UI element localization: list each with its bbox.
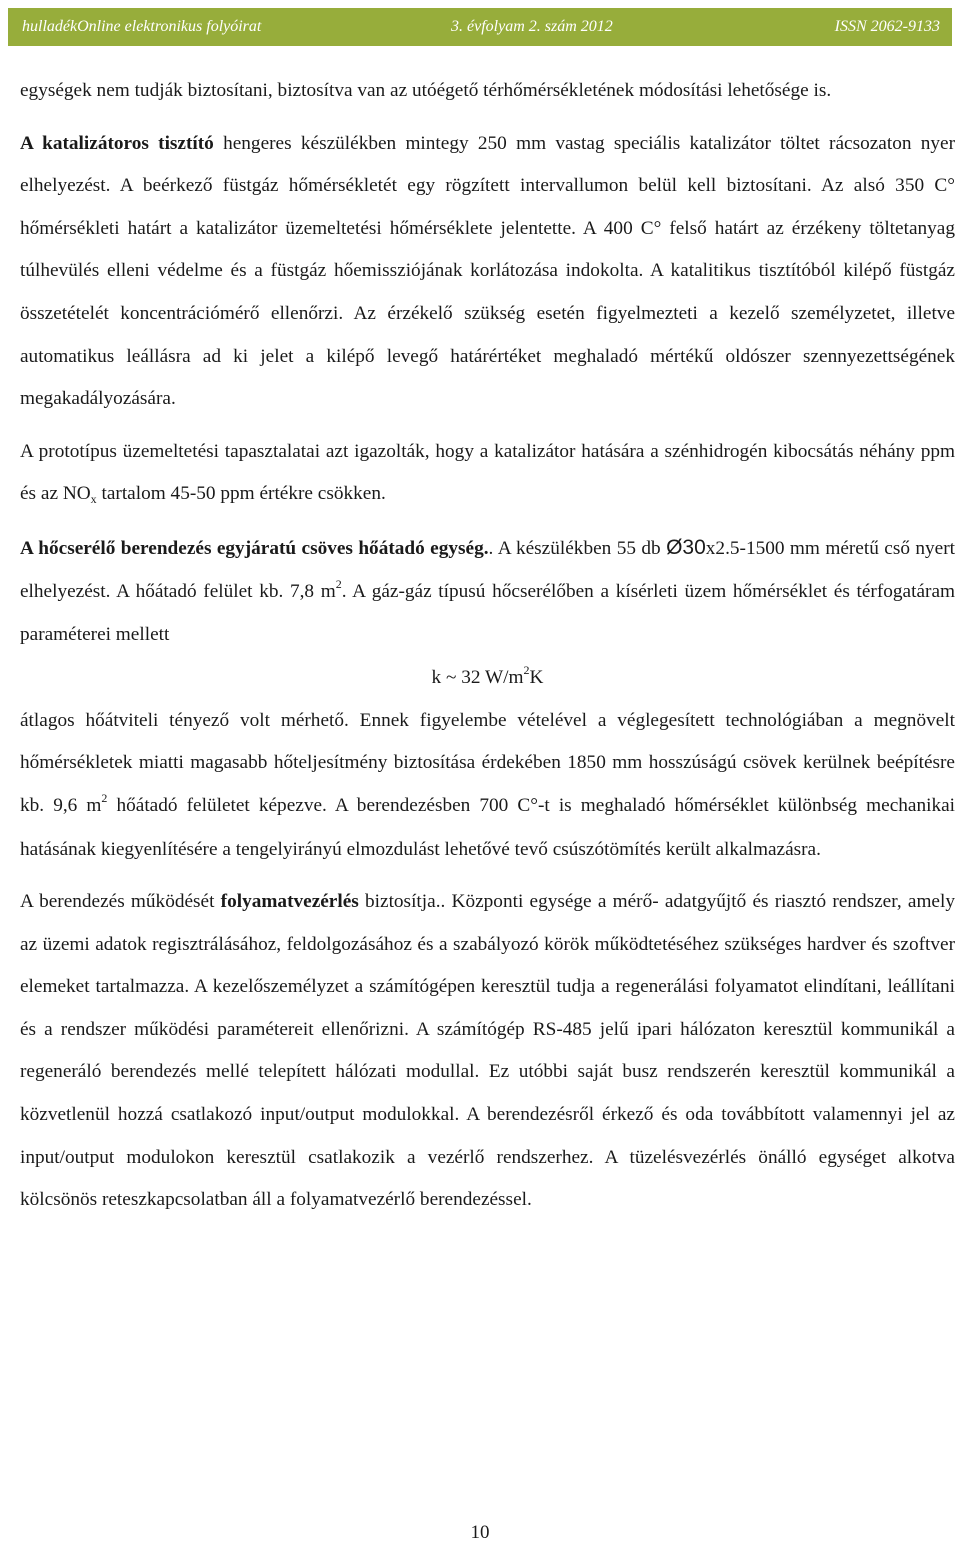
paragraph-prototype — [20, 431, 955, 517]
paragraph-prototype-text: A prototípus üzemeltetési tapasztalatai azt igazolták, hogy a katalizátor hatására a szénhidrogén kibocsátás néhány ppm és az NO — [20, 440, 955, 505]
paragraph-control — [20, 881, 955, 1222]
heat-transfer-formula — [20, 657, 955, 700]
paragraph-prototype-text-end: tartalom 45-50 ppm értékre csökken. — [96, 483, 386, 505]
issue-label: 3. évfolyam 2. szám 2012 — [451, 18, 613, 35]
issn-label: ISSN 2062-9133 — [834, 18, 940, 35]
heat-exchanger-heading: A hőcserélő berendezés egyjáratú csöves hőátadó egység. — [20, 537, 489, 559]
process-control-term: folyamatvezérlés — [220, 891, 359, 913]
heat-exchanger-text-end: . A gáz-gáz típusú hőcserélőben a kísérleti üzem hőmérséklet és térfogatáram paraméterei mellett — [20, 580, 956, 646]
paragraph-transfer-text-end: hőátadó felületet képezve. A berendezésben 700 C°-t is meghaladó hőmérséklet különbség mechanikai hatásának kiegyenlítésére a tengelyirányú elmozdulást lehetővé tevő csúszótömítés került alkalmazásra. — [20, 794, 955, 860]
surface-superscript: 2 — [101, 790, 108, 805]
paragraph-control-text: A berendezés működését — [20, 891, 221, 913]
paragraph-1-text: egységek nem tudják biztosítani, biztosítva van az utóégető térhőmérsékletének módosítási lehetősége is. — [20, 80, 832, 101]
paragraph-catalyst — [20, 123, 955, 421]
article-body — [20, 70, 955, 1222]
formula-unit: K — [529, 666, 544, 688]
paragraph-heat-exchanger — [20, 527, 955, 657]
journal-title: hulladékOnline elektronikus folyóirat — [22, 18, 262, 35]
paragraph-control-text-end: biztosítja.. Központi egysége a mérő- adatgyűjtő és riasztó rendszer, amely az üzemi adatok regisztrálásához, feldolgozásához és a szabályozó körök működtetéséhez szükséges hardver és szoftver elemeket tartalmazza. A kezelőszemélyzet a számítógépen keresztül tudja a regenerálási folyamatot elindítani, leállítani és a rendszer működési paramétereit ellenőrizni. A számítógép RS-485 jelű ipari hálózaton keresztül kommunikál a regeneráló berendezés mellé telepített hálózati modullal. Ez utóbbi saját busz rendszerén keresztül kommunikál a közvetlenül hozzá csatlakozó input/output modulokkal. A berendezésről érkező és oda továbbított valamennyi jel az input/output modulokon keresztül csatlakozik a vezérlő rendszerhez. A tüzelésvezérlés önálló egységet alkotva kölcsönös reteszkapcsolatban áll a folyamatvezérlő berendezéssel. — [20, 891, 955, 1211]
heat-exchanger-text-mid: x2.5-1500 mm méretű cső nyert elhelyezést. A hőátadó felület kb. 7,8 m — [20, 537, 955, 602]
page-number: 10 — [470, 1522, 490, 1543]
paragraph-transfer — [20, 700, 955, 871]
paragraph-1 — [20, 70, 955, 113]
catalyst-heading: A katalizátoros tisztító — [20, 132, 214, 154]
formula-superscript: 2 — [523, 662, 530, 677]
journal-header-bar — [8, 8, 952, 46]
heat-exchanger-text: . A készülékben 55 db — [488, 537, 667, 559]
diameter-symbol: Ø30 — [666, 535, 706, 559]
nox-subscript: x — [90, 492, 97, 507]
paragraph-catalyst-text: hengeres készülékben mintegy 250 mm vastag speciális katalizátor töltet rácsozaton nyer elhelyezést. A beérkező füstgáz hőmérsékletét egy rögzített intervallumon belül kell biztosítani. Az alsó 350 C° hőmérsékleti határt a katalizátor üzemeltetési hőmérséklete jelentette. A 400 C° felső határt az érzékeny töltetanyag túlhevülés elleni védelme és a füstgáz hőemissziójának korlátozása indokolta. A katalitikus tisztítóból kilépő füstgáz összetételét koncentrációmérő ellenőrzi. Az érzékelő szükség esetén figyelmezteti a kezelő személyzetet, illetve automatikus leállásra ad ki jelet a kilépő levegő határértéket meghaladó mértékű oldószer szennyezettségének megakadályozására. — [20, 132, 955, 410]
paragraph-transfer-text: átlagos hőátviteli tényező volt mérhető. Ennek figyelembe vételével a véglegesített technológiában a megnövelt hőmérsékletek miatti magasabb hőteljesítmény biztosítása érdekében 1850 mm hosszúságú csövek kerülnek beépítésre kb. 9,6 m — [20, 709, 955, 816]
area-superscript: 2 — [335, 576, 342, 591]
formula-text: k ~ 32 W/m — [431, 666, 524, 688]
